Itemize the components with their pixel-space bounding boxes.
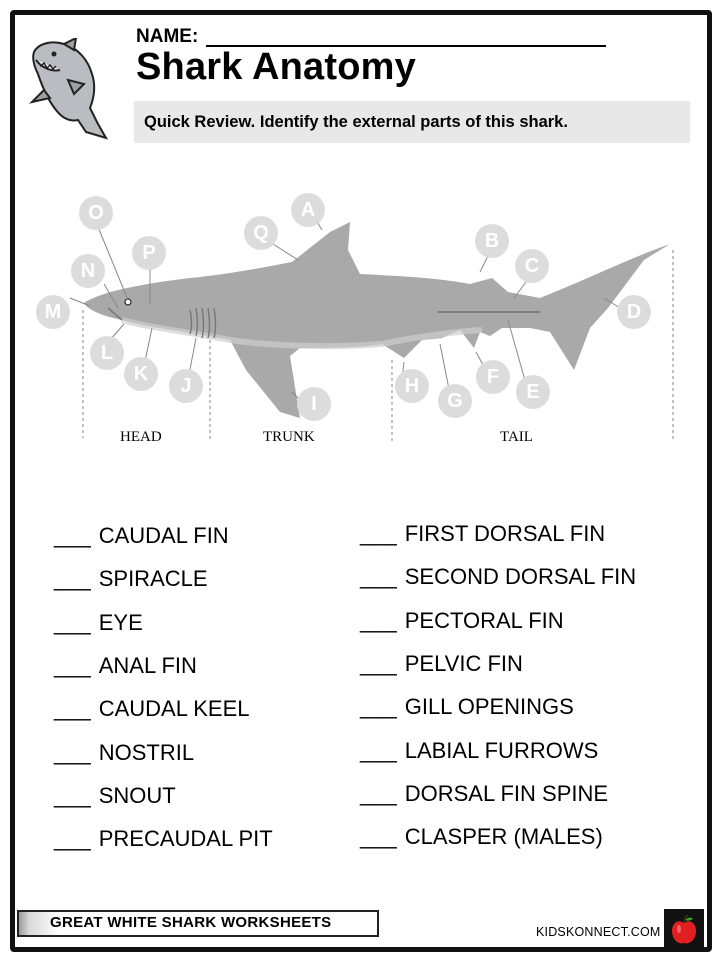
- diagram-label-c: C: [515, 249, 549, 283]
- term-item: [54, 653, 197, 679]
- term-label: EYE: [98, 609, 143, 635]
- term-item: [360, 738, 598, 764]
- answer-blank[interactable]: ___: [360, 737, 397, 763]
- diagram-label-g: G: [438, 384, 472, 418]
- term-item: [54, 740, 194, 766]
- answer-blank[interactable]: ___: [54, 609, 91, 635]
- term-label: GILL OPENINGS: [404, 694, 574, 720]
- term-item: [54, 826, 273, 852]
- diagram-label-e: E: [516, 375, 550, 409]
- answer-blank[interactable]: ___: [360, 780, 397, 806]
- term-label: SPIRACLE: [98, 566, 208, 592]
- term-item: [360, 824, 603, 850]
- term-item: [54, 783, 176, 809]
- diagram-label-b: B: [475, 224, 509, 258]
- diagram-label-o: O: [79, 196, 113, 230]
- diagram-label-p: P: [132, 236, 166, 270]
- footer-site: KIDSKONNECT.COM: [536, 925, 661, 939]
- answer-blank[interactable]: ___: [360, 521, 397, 546]
- apple-logo-icon: [664, 909, 704, 949]
- diagram-label-l: L: [90, 336, 124, 370]
- diagram-label-f: F: [476, 360, 510, 394]
- term-label: CLASPER (MALES): [404, 824, 603, 850]
- diagram-label-m: M: [36, 295, 70, 329]
- term-item: [54, 610, 143, 636]
- diagram-label-j: J: [169, 369, 203, 403]
- answer-blank[interactable]: ___: [54, 696, 91, 722]
- answer-blank[interactable]: ___: [360, 650, 397, 676]
- region-label-trunk: TRUNK: [263, 429, 315, 445]
- diagram-label-q: Q: [244, 216, 278, 250]
- footer-worksheet-title: GREAT WHITE SHARK WORKSHEETS: [50, 914, 332, 931]
- answer-blank[interactable]: ___: [360, 694, 397, 720]
- diagram-label-a: A: [291, 193, 325, 227]
- shark-diagram: [30, 180, 690, 455]
- term-label: PELVIC FIN: [404, 650, 523, 676]
- term-item: [54, 696, 250, 722]
- term-item: [360, 564, 636, 590]
- term-label: SNOUT: [98, 782, 176, 808]
- page-title: Shark Anatomy: [136, 46, 416, 88]
- answer-blank[interactable]: ___: [54, 652, 91, 678]
- term-label: PRECAUDAL PIT: [98, 826, 273, 852]
- term-label: PECTORAL FIN: [404, 607, 564, 633]
- diagram-label-d: D: [617, 295, 651, 329]
- term-item: [54, 566, 208, 592]
- term-label: NOSTRIL: [98, 739, 195, 765]
- term-label: DORSAL FIN SPINE: [404, 780, 609, 806]
- page-border: [10, 10, 712, 952]
- region-label-head: HEAD: [120, 429, 162, 445]
- diagram-label-k: K: [124, 357, 158, 391]
- answer-blank[interactable]: ___: [360, 564, 397, 590]
- term-label: LABIAL FURROWS: [404, 737, 599, 763]
- answer-blank[interactable]: ___: [54, 826, 91, 852]
- diagram-label-n: N: [71, 254, 105, 288]
- review-instructions: Quick Review. Identify the external parts of this shark.: [134, 101, 690, 143]
- answer-blank[interactable]: ___: [54, 782, 91, 808]
- answer-blank[interactable]: ___: [360, 824, 397, 850]
- term-label: FIRST DORSAL FIN: [404, 521, 606, 546]
- term-label: CAUDAL FIN: [98, 523, 229, 548]
- term-label: ANAL FIN: [98, 652, 197, 678]
- shark-mascot-icon: [24, 38, 112, 142]
- term-item: [54, 523, 229, 549]
- region-label-tail: TAIL: [500, 429, 533, 445]
- term-label: SECOND DORSAL FIN: [404, 564, 637, 590]
- diagram-label-h: H: [395, 369, 429, 403]
- term-label: CAUDAL KEEL: [98, 696, 250, 722]
- term-item: [360, 694, 574, 720]
- answer-blank[interactable]: ___: [54, 523, 91, 548]
- answer-blank[interactable]: ___: [54, 739, 91, 765]
- diagram-label-i: I: [297, 387, 331, 421]
- name-label: NAME:: [136, 26, 199, 47]
- term-item: [360, 521, 605, 547]
- answer-blank[interactable]: ___: [360, 607, 397, 633]
- answer-blank[interactable]: ___: [54, 566, 91, 592]
- term-item: [360, 781, 608, 807]
- term-item: [360, 608, 564, 634]
- term-item: [360, 651, 523, 677]
